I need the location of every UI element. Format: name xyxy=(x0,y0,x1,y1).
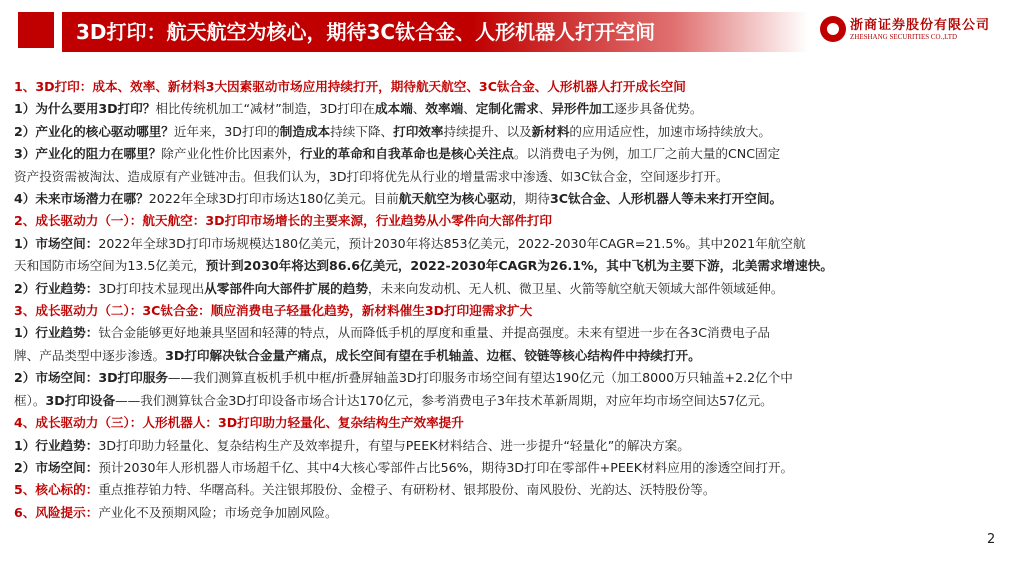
body-line xyxy=(14,233,1010,255)
text-run: 1）市场空间： xyxy=(14,235,99,251)
company-name-en: ZHESHANG SECURITIES CO.,LTD xyxy=(850,33,958,41)
page-title: 3D打印：航天航空为核心，期待3C钛合金、人形机器人打开空间 xyxy=(76,20,656,44)
text-run: 2）市场空间： xyxy=(14,459,99,475)
text-run: 航天航空为核心驱动 xyxy=(398,191,513,207)
text-run: ，未来向发动机、无人机、微卫星、火箭等航空航天领域大部件领域延伸。 xyxy=(367,280,784,296)
text-run: 5、核心标的： xyxy=(14,482,99,498)
body-line xyxy=(14,345,1010,367)
text-run: 预计2030年人形机器人市场超千亿、其中4大核心零部件占比56%，期待3D打印在零部件+PEEK材料应用的渗透空间打开。 xyxy=(98,459,794,475)
text-run: 4）未来市场潜力在哪？ xyxy=(14,191,149,207)
body-line xyxy=(14,457,1010,479)
body-line xyxy=(14,322,1010,344)
text-run: 2）市场空间： xyxy=(14,370,99,386)
text-run: 牌、产品类型中逐步渗透。 xyxy=(14,347,166,363)
text-run: 3D打印服务 xyxy=(98,370,168,386)
title-bar xyxy=(0,0,1024,66)
text-run: 3D打印技术显现出 xyxy=(98,280,205,296)
text-run: 1、3D打印：成本、效率、新材料3大因素驱动市场应用持续打开，期待航天航空、3C钛合金、人形机器人打开成长空间 xyxy=(14,79,686,94)
text-run: 2）产业化的核心驱动哪里？ xyxy=(14,123,174,139)
text-run: 2）行业趋势： xyxy=(14,280,99,296)
text-run: 。以消费电子为例，加工厂之前大量的CNC固定 xyxy=(513,146,781,162)
page-number: 2 xyxy=(987,532,996,547)
text-run: 3D打印设备 xyxy=(45,392,116,408)
text-run: 持续提升、以及 xyxy=(443,123,532,139)
text-run: 从零部件向大部件扩展的趋势 xyxy=(204,280,368,296)
body-line xyxy=(14,278,1010,300)
body-line xyxy=(14,255,1010,277)
body-line xyxy=(14,143,1010,165)
text-run: 成本端 xyxy=(375,101,413,117)
text-run: 3）产业化的阻力在哪里？ xyxy=(14,146,162,162)
text-run: 的应用适应性，加速市场持续放大。 xyxy=(569,123,771,139)
text-run: 行业的革命和自我革命也是核心关注点 xyxy=(299,146,514,162)
section-heading xyxy=(14,300,1010,322)
text-run: 异形件加工 xyxy=(551,101,615,117)
body-line xyxy=(14,121,1010,143)
body-line xyxy=(14,98,1010,120)
text-run: 近年来，3D打印的 xyxy=(173,123,280,139)
text-run: 、 xyxy=(412,101,426,117)
text-run: 3、成长驱动力（二）：3C钛合金：顺应消费电子轻量化趋势，新材料催生3D打印迎需求扩大 xyxy=(14,303,533,319)
body-line xyxy=(14,367,1010,389)
text-run: 制造成本 xyxy=(279,123,331,139)
text-run: 相比传统机加工“减材”制造，3D打印在 xyxy=(155,101,375,117)
text-run: 除产业化性价比因素外， xyxy=(161,146,300,162)
text-run: 持续下降、 xyxy=(330,123,394,139)
company-name-cn: 浙商证券股份有限公司 xyxy=(850,18,991,33)
text-run: ，期待 xyxy=(512,191,550,207)
text-run: 预计到2030年将达到86.6亿美元，2022-2030年CAGR为26.1%，其中飞机为主要下游，北美需求增速快。 xyxy=(205,258,833,274)
text-run: 、 xyxy=(538,101,552,117)
text-run: 逐步具备优势。 xyxy=(614,101,703,117)
text-run: 2022年全球3D打印市场达180亿美元。目前 xyxy=(148,191,399,207)
text-run: 3C钛合金、人形机器人等未来打开空间。 xyxy=(549,191,783,207)
text-run: 2、成长驱动力（一）：航天航空：3D打印市场增长的主要来源，行业趋势从小零件向大部件打印 xyxy=(14,213,553,229)
report-body xyxy=(14,76,1010,524)
title-accent-square xyxy=(18,12,54,48)
text-run: 6、风险提示： xyxy=(14,504,99,520)
body-line xyxy=(14,435,1010,457)
text-run: 4、成长驱动力（三）：人形机器人：3D打印助力轻量化、复杂结构生产效率提升 xyxy=(14,415,464,431)
text-run: 产业化不及预期风险；市场竞争加剧风险。 xyxy=(98,504,338,520)
text-run: 天和国防市场空间为13.5亿美元， xyxy=(14,258,206,274)
company-logo-icon xyxy=(820,16,846,42)
company-logo xyxy=(820,14,1020,54)
body-line xyxy=(14,502,1010,524)
section-heading xyxy=(14,412,1010,434)
text-run: 框）。 xyxy=(14,392,46,408)
text-run: 打印效率 xyxy=(393,123,444,139)
text-run: 、 xyxy=(463,101,476,117)
text-run: 钛合金能够更好地兼具坚固和轻薄的特点，从而降低手机的厚度和重量、并提高强度。未来有望进一步在各3C消费电子品 xyxy=(98,325,771,341)
text-run: 定制化需求 xyxy=(475,101,539,117)
text-run: ——我们测算直板机手机中框/折叠屏轴盖3D打印服务市场空间有望达190亿元（加工8000万只轴盖+2.2亿个中 xyxy=(167,370,793,386)
body-line xyxy=(14,479,1010,501)
text-run: 3D打印解决钛合金量产痛点，成长空间有望在手机轴盖、边框、铰链等核心结构件中持续打开。 xyxy=(165,347,701,363)
text-run: 3D打印助力轻量化、复杂结构生产及效率提升，有望与PEEK材料结合、进一步提升“轻量化”的解决方案。 xyxy=(98,437,690,453)
text-run: 1）行业趋势： xyxy=(14,437,99,453)
text-run: 1）行业趋势： xyxy=(14,325,99,341)
section-heading xyxy=(14,210,1010,232)
text-run: 资产投资需被淘汰、造成原有产业链冲击。但我们认为，3D打印将优先从行业的增量需求中渗透、如3C钛合金，空间逐步打开。 xyxy=(14,168,729,184)
body-line xyxy=(14,166,1010,188)
text-run: 新材料 xyxy=(531,123,570,139)
text-run: 效率端 xyxy=(425,101,464,117)
text-run: ——我们测算钛合金3D打印设备市场合计达170亿元，参考消费电子3年技术革新周期，对应年均市场空间达57亿元。 xyxy=(115,392,773,408)
text-run: 1）为什么要用3D打印？ xyxy=(14,101,156,117)
body-line xyxy=(14,390,1010,412)
text-run: 2022年全球3D打印市场规模达180亿美元，预计2030年将达853亿美元，2022-2030年CAGR=21.5%。其中2021年航空航 xyxy=(98,235,806,251)
body-line xyxy=(14,188,1010,210)
text-run: 重点推荐铂力特、华曙高科。关注银邦股份、金橙子、有研粉材、银邦股份、南风股份、光韵达、沃特股份等。 xyxy=(98,482,716,498)
section-heading xyxy=(14,76,1010,98)
